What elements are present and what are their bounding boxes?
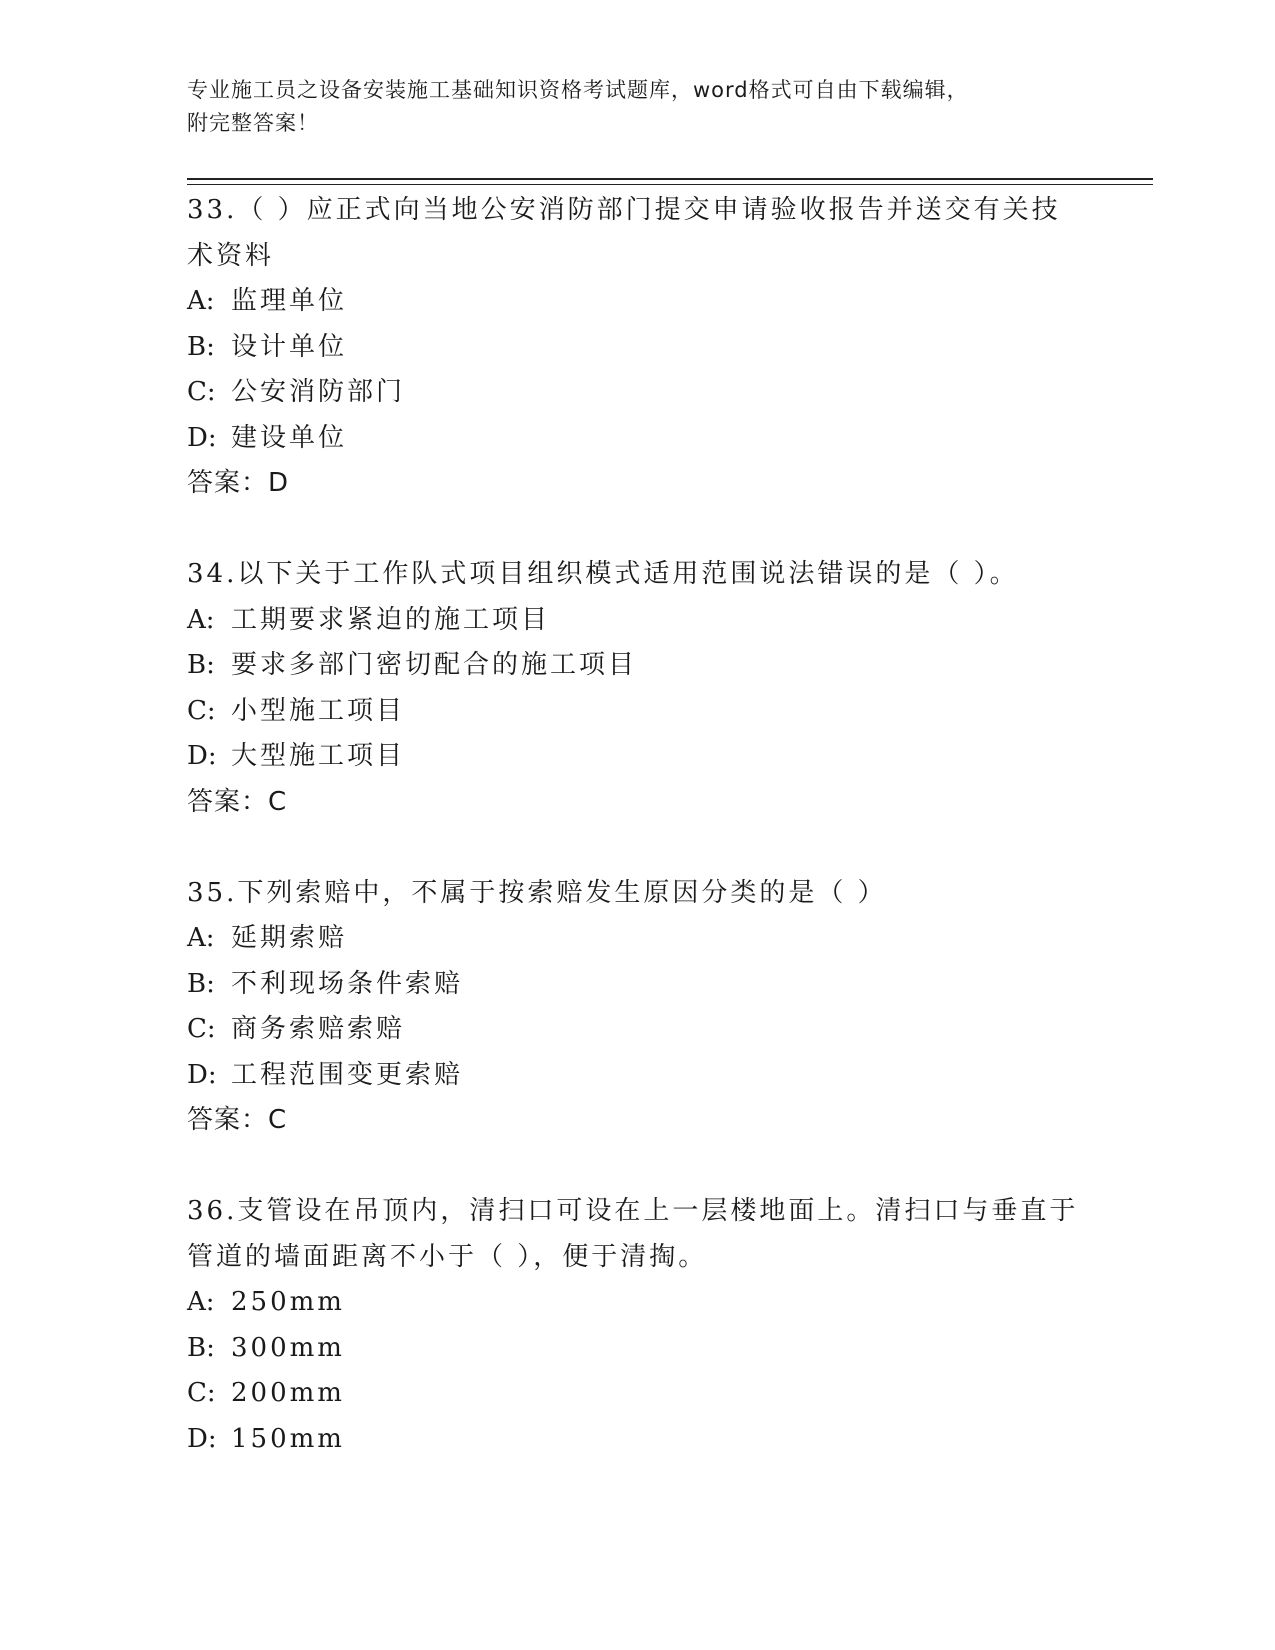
option-a — [187, 279, 1087, 325]
option-letter: A: — [187, 923, 215, 953]
option-a — [187, 598, 1087, 644]
option-text: 要求多部门密切配合的施工项目 — [231, 650, 638, 680]
option-b — [187, 325, 1087, 371]
option-a — [187, 1280, 1087, 1326]
option-letter: C: — [187, 1378, 216, 1408]
option-text: 延期索赔 — [231, 923, 348, 953]
question-35 — [187, 871, 1087, 1144]
option-c — [187, 689, 1087, 735]
option-b — [187, 643, 1087, 689]
option-b — [187, 1326, 1087, 1372]
question-text-continued: 管道的墙面距离不小于（ ），便于清掏。 — [187, 1241, 708, 1272]
option-text: 监理单位 — [231, 286, 348, 316]
option-letter: D: — [187, 422, 217, 453]
option-letter: B: — [187, 968, 215, 999]
option-text: 工程范围变更索赔 — [231, 1059, 464, 1090]
option-letter: C: — [187, 377, 216, 407]
question-text: 33.（ ）应正式向当地公安消防部门提交申请验收报告并送交有关技 — [187, 195, 1061, 225]
option-d — [187, 1053, 1087, 1099]
question-36 — [187, 1189, 1087, 1462]
option-letter: A: — [187, 604, 215, 635]
option-text: 商务索赔索赔 — [231, 1014, 406, 1044]
header-line-2: 附完整答案！ — [187, 111, 319, 135]
option-letter: D: — [187, 1059, 217, 1090]
question-spacer — [187, 1144, 1087, 1190]
option-text: 150mm — [231, 1423, 345, 1454]
option-a — [187, 916, 1087, 962]
option-letter: B: — [187, 1332, 215, 1363]
header-line-1: 专业施工员之设备安装施工基础知识资格考试题库，word格式可自由下载编辑， — [187, 78, 969, 102]
option-letter: D: — [187, 741, 217, 771]
option-letter: A: — [187, 286, 215, 316]
question-text: 36.支管设在吊顶内，清扫口可设在上一层楼地面上。清扫口与垂直于 — [187, 1196, 1079, 1226]
question-list — [187, 188, 1087, 1462]
question-text: 34.以下关于工作队式项目组织模式适用范围说法错误的是（ ）。 — [187, 559, 1019, 589]
option-text: 250mm — [231, 1287, 345, 1317]
option-letter: B: — [187, 331, 215, 362]
question-33 — [187, 188, 1087, 507]
question-text: 35.下列索赔中，不属于按索赔发生原因分类的是（ ） — [187, 877, 887, 908]
question-text-continued: 术资料 — [187, 240, 275, 271]
option-text: 200mm — [231, 1378, 345, 1408]
question-spacer — [187, 825, 1087, 871]
option-letter: D: — [187, 1423, 217, 1454]
option-letter: B: — [187, 650, 215, 680]
option-letter: C: — [187, 1014, 216, 1044]
option-d — [187, 734, 1087, 780]
option-text: 工期要求紧迫的施工项目 — [231, 604, 551, 635]
option-d — [187, 1417, 1087, 1463]
option-text: 300mm — [231, 1332, 345, 1363]
option-text: 不利现场条件索赔 — [231, 968, 464, 999]
option-text: 大型施工项目 — [231, 741, 406, 771]
option-c — [187, 1371, 1087, 1417]
header-rule-thick — [187, 178, 1153, 180]
question-34 — [187, 552, 1087, 825]
answer-line: 答案：C — [187, 1105, 288, 1135]
header-rule-thin — [187, 184, 1153, 185]
option-c — [187, 370, 1087, 416]
question-spacer — [187, 507, 1087, 553]
answer-line: 答案：C — [187, 786, 288, 817]
option-text: 小型施工项目 — [231, 695, 406, 726]
option-text: 公安消防部门 — [231, 377, 406, 407]
option-c — [187, 1007, 1087, 1053]
option-text: 建设单位 — [231, 422, 348, 453]
option-b — [187, 962, 1087, 1008]
document-header — [187, 74, 1067, 140]
option-text: 设计单位 — [231, 331, 348, 362]
answer-line: 答案：D — [187, 468, 290, 498]
option-letter: A: — [187, 1287, 215, 1317]
option-d — [187, 416, 1087, 462]
option-letter: C: — [187, 695, 216, 726]
